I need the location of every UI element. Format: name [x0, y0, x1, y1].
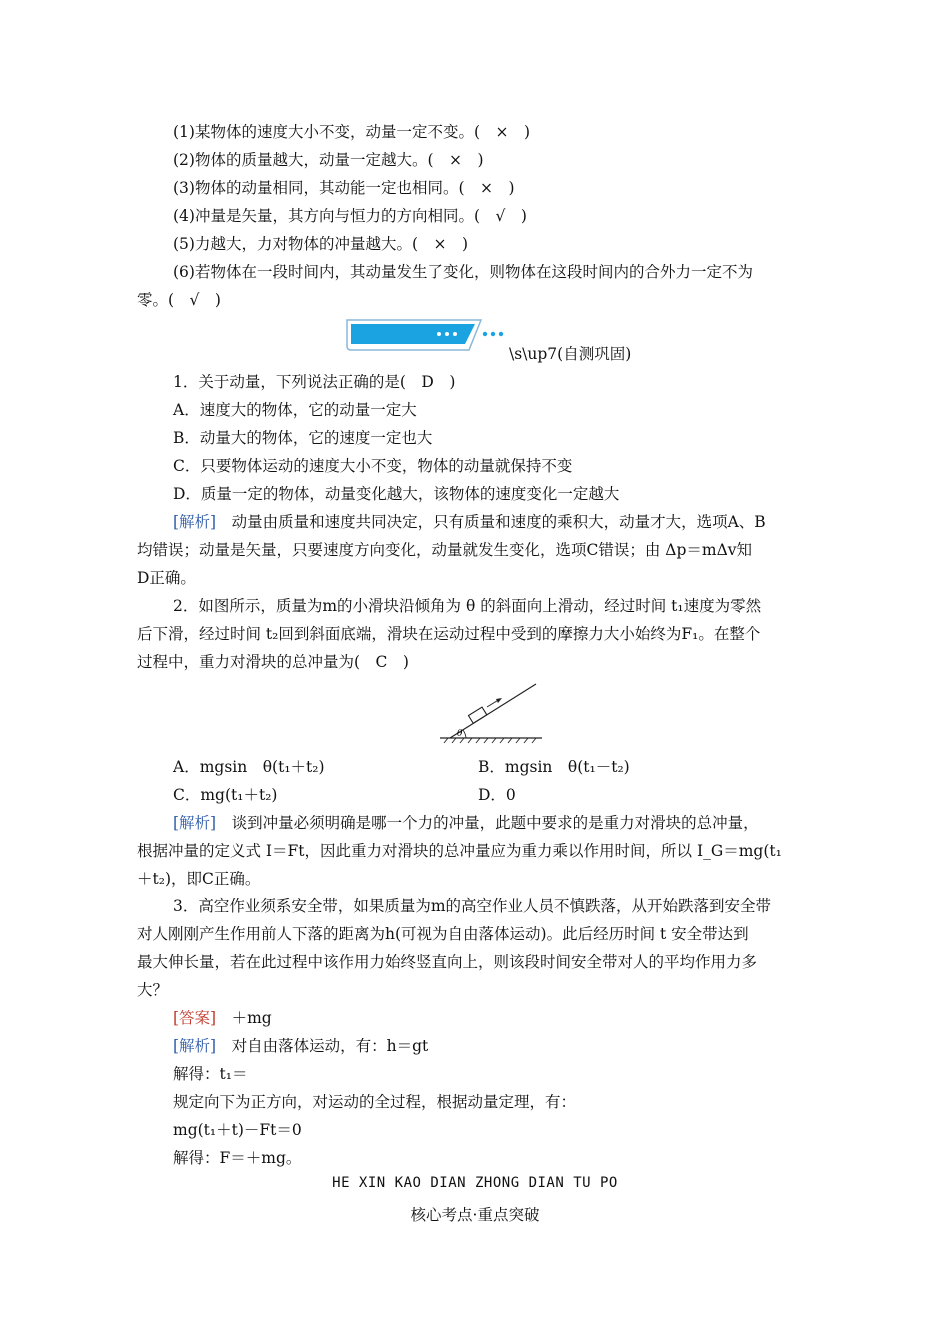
q2-option-d: D．0: [478, 786, 516, 804]
analysis-tag: [解析]: [173, 513, 217, 531]
q2-option-a: A．mgsin θ(t₁＋t₂): [173, 758, 325, 776]
judgment-1: (1)某物体的速度大小不变，动量一定不变。( × ): [173, 123, 531, 141]
q2-stem-line-2: 后下滑，经过时间 t₂回到斜面底端，滑块在运动过程中受到的摩擦力大小始终为F₁。在整个: [137, 625, 761, 643]
q2-analysis-line-1: [173, 813, 759, 833]
incline-diagram: [436, 682, 546, 744]
section-banner-caption: \s\up7(自测巩固): [509, 345, 632, 363]
q3-stem-line-3: 最大伸长量，若在此过程中该作用力始终竖直向上，则该段时间安全带对人的平均作用力多: [137, 953, 758, 971]
section-banner-graphic: [343, 318, 505, 356]
judgment-6: (6)若物体在一段时间内，其动量发生了变化，则物体在这段时间内的合外力一定不为: [173, 263, 753, 281]
judgment-5: (5)力越大，力对物体的冲量越大。( × ): [173, 235, 469, 253]
section-pinyin: HE XIN KAO DIAN ZHONG DIAN TU PO: [332, 1175, 618, 1191]
judgment-3: (3)物体的动量相同，其动能一定也相同。( × ): [173, 179, 515, 197]
q2-analysis-line-2: 根据冲量的定义式 I＝Ft，因此重力对滑块的总冲量应为重力乘以作用时间，所以 I_G＝mg(t₁: [137, 842, 782, 860]
section-title: 核心考点·重点突破: [410, 1206, 540, 1224]
q2-option-b: B．mgsin θ(t₁－t₂): [478, 758, 630, 776]
q3-step-3: mg(t₁＋t)－Ft＝0: [173, 1121, 302, 1139]
q1-analysis-line-2: 均错误；动量是矢量，只要速度方向变化，动量就发生变化，选项C错误；由 Δp＝mΔv知: [137, 541, 753, 559]
q1-option-c: C．只要物体运动的速度大小不变，物体的动量就保持不变: [173, 457, 573, 475]
q3-step-1: 解得：t₁＝: [173, 1065, 248, 1083]
judgment-4: (4)冲量是矢量，其方向与恒力的方向相同。( √ ): [173, 207, 527, 225]
analysis-tag: [解析]: [173, 1037, 217, 1055]
q1-stem: 1．关于动量，下列说法正确的是( D ): [173, 373, 456, 391]
incline-angle-label: θ: [457, 729, 463, 739]
q3-step-2: 规定向下为正方向，对运动的全过程，根据动量定理，有：: [173, 1093, 577, 1111]
q2-stem-line-1: 2．如图所示，质量为m的小滑块沿倾角为 θ 的斜面向上滑动，经过时间 t₁速度为零然: [173, 597, 762, 615]
q2-stem-line-3: 过程中，重力对滑块的总冲量为( C ): [137, 653, 409, 671]
q2-analysis-line-3: ＋t₂)，即C正确。: [137, 870, 261, 888]
q1-option-b: B．动量大的物体，它的速度一定也大: [173, 429, 433, 447]
q1-option-a: A．速度大的物体，它的动量一定大: [173, 401, 417, 419]
q3-step-4: 解得：F＝＋mg。: [173, 1149, 302, 1167]
q1-analysis-text: 动量由质量和速度共同决定，只有质量和速度的乘积大，动量才大，选项A、B: [216, 513, 766, 531]
analysis-tag: [解析]: [173, 814, 217, 832]
answer-tag: [答案]: [173, 1009, 217, 1027]
q3-analysis-text: 对自由落体运动，有：h＝gt: [216, 1037, 429, 1055]
q1-option-d: D．质量一定的物体，动量变化越大，该物体的速度变化一定越大: [173, 485, 620, 503]
q3-stem-line-4: 大？: [137, 981, 169, 999]
q3-answer: ＋mg: [216, 1009, 272, 1027]
q2-option-c: C．mg(t₁＋t₂): [173, 786, 278, 804]
q3-answer-line: [173, 1008, 272, 1028]
judgment-2: (2)物体的质量越大，动量一定越大。( × ): [173, 151, 484, 169]
q2-analysis-text: 谈到冲量必须明确是哪一个力的冲量，此题中要求的是重力对滑块的总冲量，: [216, 814, 759, 832]
judgment-6-cont: 零。( √ ): [137, 291, 221, 309]
q1-analysis-line-1: [173, 512, 766, 532]
q3-analysis-line-1: [173, 1036, 428, 1056]
q3-stem-line-1: 3．高空作业须系安全带，如果质量为m的高空作业人员不慎跌落，从开始跌落到安全带: [173, 897, 772, 915]
q1-analysis-line-3: D正确。: [137, 569, 196, 587]
q3-stem-line-2: 对人刚刚产生作用前人下落的距离为h(可视为自由落体运动)。此后经历时间 t 安全带达到: [137, 925, 749, 943]
